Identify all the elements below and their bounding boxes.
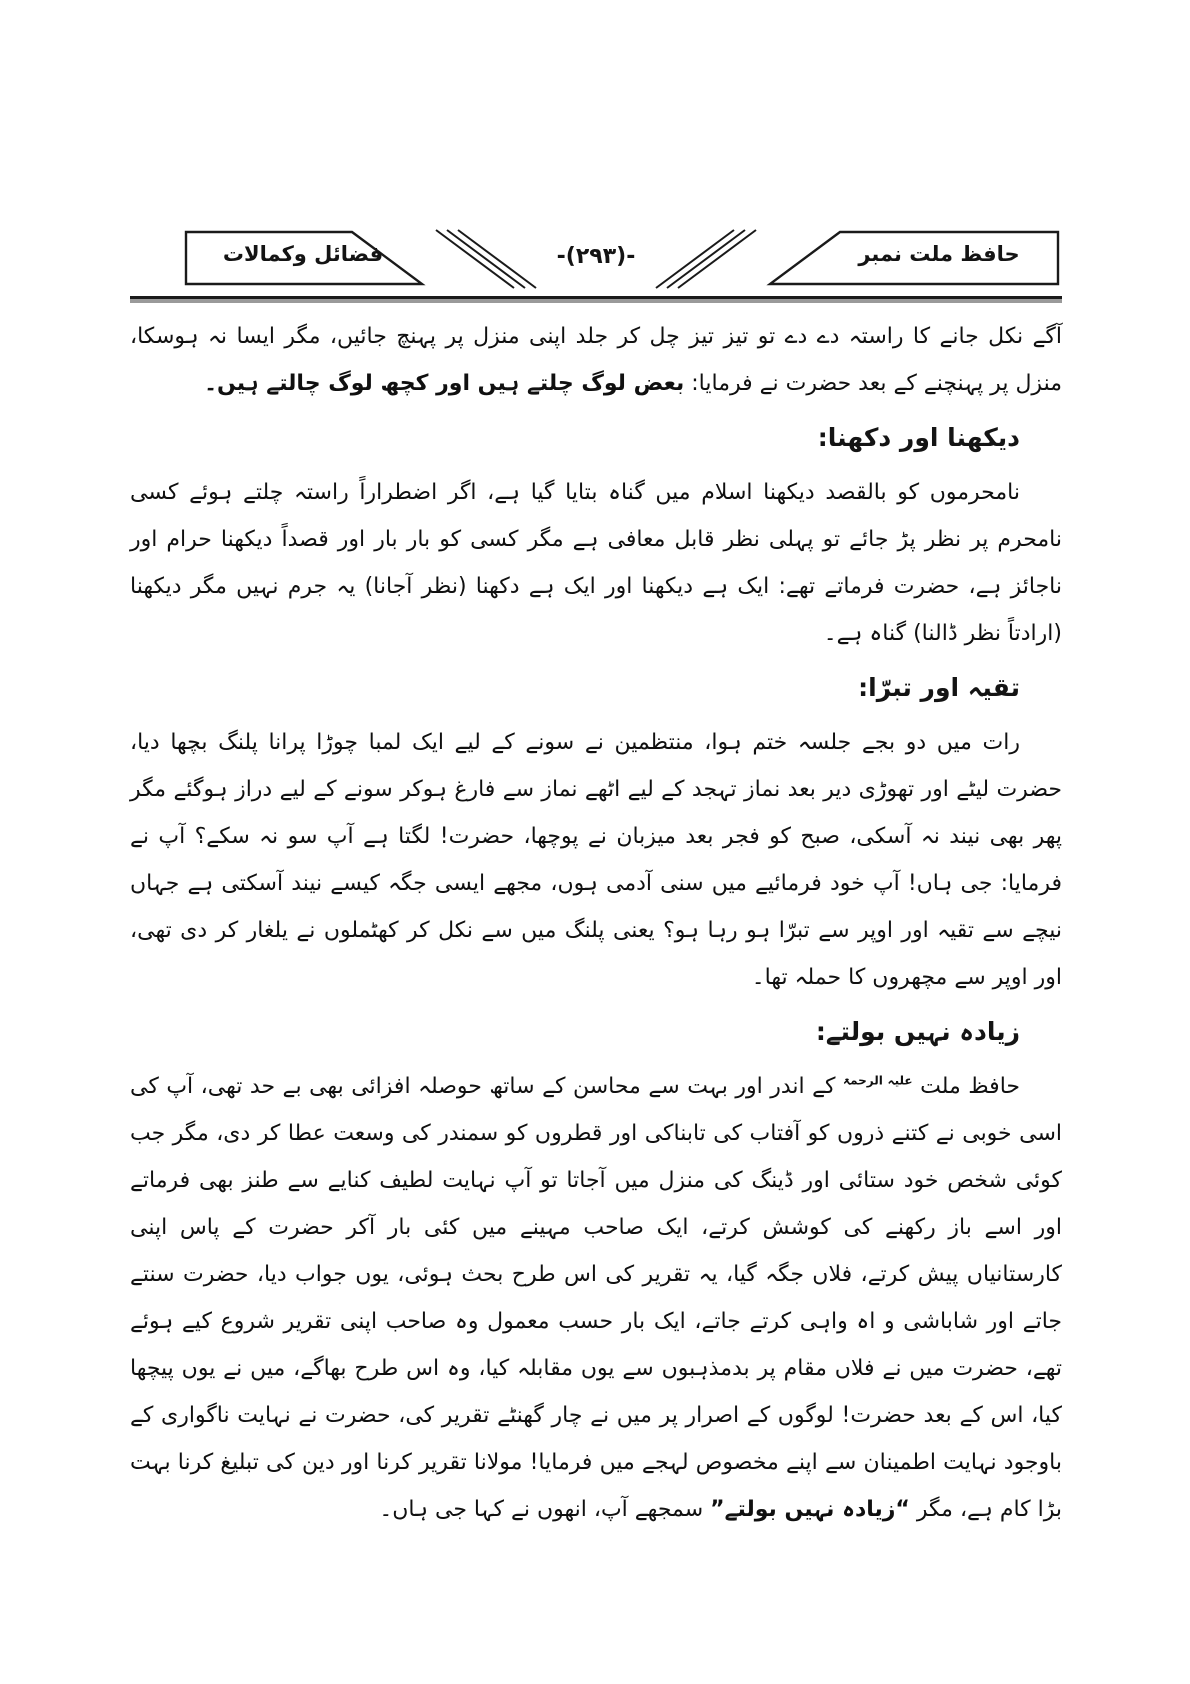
body-text: رات میں دو بجے جلسہ ختم ہوا، منتظمین نے سونے کے لیے ایک لمبا چوڑا پرانا پلنگ بچھا دیا، حضرت لیٹے اور تھوڑی دیر بعد نماز تہجد کے لیے اٹھے نماز سے فارغ ہوکر سونے کے لیے دراز ہوگئے مگر پھر بھی نیند نہ آسکی، صبح کو فجر بعد میزبان نے پوچھا، حضرت! لگتا ہے آپ سو نہ سکے؟ آپ نے فرمایا: جی ہاں! آپ خود فرمائیے میں سنی آدمی ہوں، مجھے ایسی جگہ کیسے نیند آسکتی ہے جہاں نیچے سے تقیہ اور اوپر سے تبرّا ہو رہا ہو؟ یعنی پلنگ میں سے نکل کر کھٹملوں نے یلغار کر دی تھی، اور اوپر سے مچھروں کا حملہ تھا۔ (130, 730, 1062, 990)
header-left-title: فضائل وکمالات (222, 242, 384, 266)
page-number: -(۲۹۳)- (556, 244, 636, 269)
body-text: سمجھے آپ، انھوں نے کہا جی ہاں۔ (379, 1497, 711, 1522)
section-heading: دیکھنا اور دکھنا: (817, 423, 1020, 452)
emphasis-text: “زیادہ نہیں بولتے” (710, 1497, 910, 1522)
header-right-title: حافظ ملت نمبر (858, 242, 1020, 266)
page-body (130, 313, 1062, 1533)
section-heading: تقیہ اور تبرّا: (858, 673, 1020, 702)
body-text: کے اندر اور بہت سے محاسن کے ساتھ حوصلہ افزائی بھی بے حد تھی، آپ کی اسی خوبی نے کتنے ذروں کو آفتاب کی تابناکی اور قطروں کو سمندر کی وسعت عطا کر دی، مگر جب کوئی شخص خود ستائی اور ڈینگ کی منزل میں آجاتا تو آپ نہایت لطیف کنایے سے طنز بھی فرماتے اور اسے باز رکھنے کی کوشش کرتے، ایک صاحب مہینے میں کئی بار آکر حضرت کے پاس اپنی کارستانیاں پیش کرتے، فلاں جگہ گیا، یہ تقریر کی اس طرح بحث ہوئی، یوں جواب دیا، حضرت سنتے جاتے اور شاباشی و اہ واہی کرتے جاتے، ایک بار حسب معمول وہ صاحب اپنی تقریر شروع کیے ہوئے تھے، حضرت میں نے فلاں مقام پر بدمذہبوں سے یوں مقابلہ کیا، وہ اس طرح بھاگے، میں نے یوں پیچھا کیا، اس کے بعد حضرت! لوگوں کے اصرار پر میں نے چار گھنٹے تقریر کی، حضرت نے نہایت ناگواری کے باوجود نہایت اطمینان سے اپنے مخصوص لہجے میں فرمایا! مولانا تقریر کرنا اور دین کی تبلیغ کرنا بہت بڑا کام ہے، مگر (130, 1074, 1062, 1522)
body-text: نامحرموں کو بالقصد دیکھنا اسلام میں گناہ بتایا گیا ہے، اگر اضطراراً راستہ چلتے ہوئے کسی نامحرم پر نظر پڑ جائے تو پہلی نظر قابل معافی ہے مگر کسی کو بار بار اور قصداً دیکھنا حرام اور ناجائز ہے، حضرت فرماتے تھے: ایک ہے دیکھنا اور ایک ہے دکھنا (نظر آجانا) یہ جرم نہیں مگر دیکھنا (ارادتاً نظر ڈالنا) گناہ ہے۔ (130, 480, 1062, 646)
page-content (130, 224, 1062, 1533)
diagonal-hatch-line (667, 230, 745, 288)
body-text: حافظ ملت (912, 1074, 1021, 1099)
diagonal-hatch-line (656, 230, 734, 288)
page-header (130, 224, 1062, 298)
paragraph (130, 1063, 1062, 1533)
body-text: آگے نکل جانے کا راستہ دے دے تو تیز تیز چل کر جلد اپنی منزل پر پہنچ جائیں، مگر ایسا نہ ہوسکا، منزل پر پہنچنے کے بعد حضرت نے فرمایا: (130, 324, 1062, 396)
paragraph (130, 469, 1062, 657)
emphasis-text: بعض لوگ چلتے ہیں اور کچھ لوگ چالتے ہیں۔ (204, 371, 685, 396)
section-heading: زیادہ نہیں بولتے: (815, 1017, 1020, 1046)
paragraph (130, 313, 1062, 407)
diagonal-hatch-line (678, 230, 756, 288)
paragraph (130, 719, 1062, 1001)
honorific-text: علیہ الرحمۃ (843, 1073, 913, 1088)
